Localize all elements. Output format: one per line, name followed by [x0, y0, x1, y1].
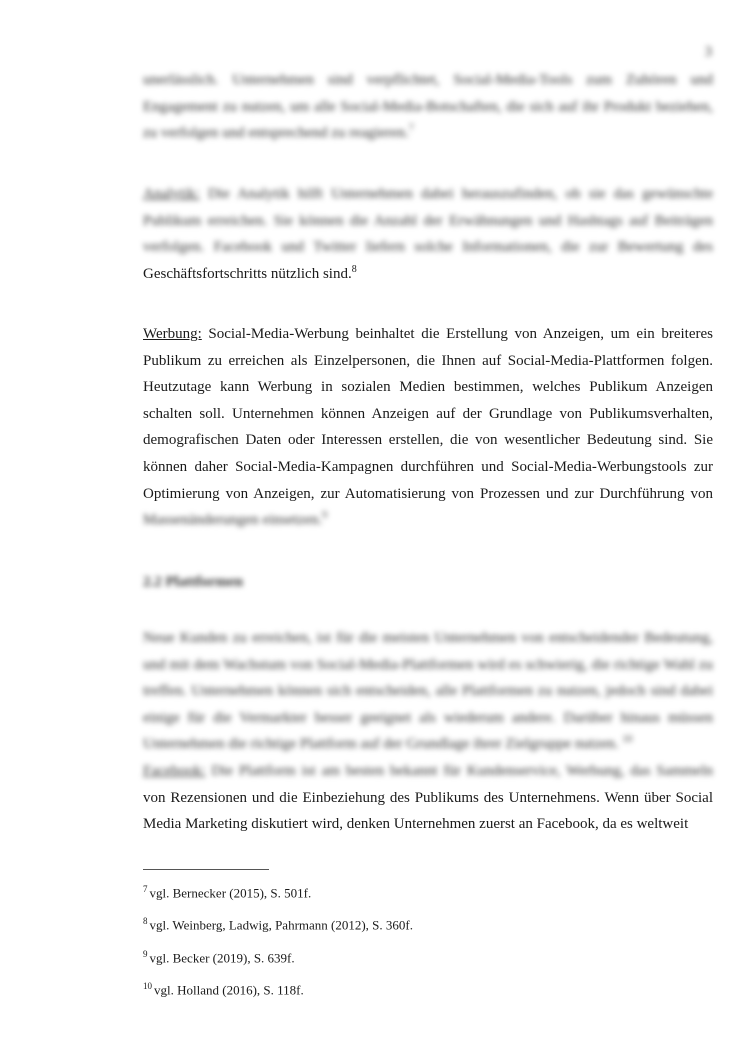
blurred-text: Massenänderungen einsetzen.	[143, 512, 323, 529]
paragraph-analytik	[143, 181, 713, 287]
footnote-list	[143, 875, 703, 1004]
footnote-ref: 9	[322, 510, 328, 522]
footnote-separator	[143, 869, 269, 870]
footnote-ref: 10	[622, 734, 633, 746]
footnote-number: 9	[143, 948, 148, 959]
visible-text: Social-Media-Werbung beinhaltet die Erstellung von Anzeigen, um ein breiteres Publikum zu erreichen als Einzelpersonen, die Ihnen auf Social-Media-Plattformen folgen. Heutzutage kann Werbung in sozialen Medien bestimmen, welches Publikum Anzeigen schalten soll. Unternehmen können Anzeigen auf der Grundlage von Publikumsverhalten, demografischen Daten oder Interessen erstellen, die von wesentlicher Bedeutung sind. Sie können daher Social-Media-Kampagnen durchführen und Social-Media-Werbungstools zur Optimierung von Anzeigen, zur Automatisierung von Prozessen und zur Durchführung von	[143, 326, 713, 502]
footnote-item	[143, 875, 703, 907]
footnote-number: 7	[143, 884, 148, 894]
footnote-ref: 7	[408, 123, 414, 135]
section-label: Facebook:	[143, 762, 206, 779]
paragraph-werbung	[143, 321, 713, 534]
blurred-text: Die Plattform ist am besten bekannt für Kundenservice, Werbung, das Sammeln	[205, 762, 713, 779]
visible-text: von Rezensionen und die Einbeziehung des Publikums des Unternehmens. Wenn über Social Media Marketing diskutiert wird, denken Unternehmen zuerst an Facebook, da es weltweit	[143, 789, 713, 833]
footnote-number: 8	[143, 916, 148, 927]
section-heading: 2.2 Plattformen	[143, 574, 243, 590]
footnote-item	[143, 940, 703, 972]
blurred-text: unerlässlich. Unternehmen sind verpflichtet, Social-Media-Tools zum Zuhören und Engagement zu nutzen, um alle Social-Media-Botschaften, die sich auf ihr Produkt beziehen, zu verfolgen und entsprechend zu reagieren.	[143, 72, 713, 142]
footnote-item	[143, 972, 703, 1004]
footnote-text: vgl. Weinberg, Ladwig, Pahrmann (2012), S. 360f.	[149, 917, 413, 933]
footnote-ref: 8	[351, 263, 357, 275]
page-number: 3	[704, 44, 712, 60]
paragraph-intro	[143, 67, 713, 147]
footnote-item	[143, 907, 703, 939]
blurred-text: Neue Kunden zu erreichen, ist für die meisten Unternehmen von entscheidender Bedeutung, und mit dem Wachstum von Social-Media-Plattformen wird es schwierig, die richtige Wahl zu treffen. Unternehmen können sich entscheiden, alle Plattformen zu nutzen, jedoch sind dabei einige für die Vermarkter besser geeignet als wiederum andere. Darüber hinaus müssen Unternehmen die richtige Plattform auf der Grundlage ihrer Zielgruppe nutzen.	[143, 630, 713, 753]
section-label: Analytik:	[143, 186, 200, 202]
footnote-number: 10	[143, 980, 152, 991]
visible-text: Geschäftsfortschritts nützlich sind.	[143, 265, 352, 282]
section-label: Werbung:	[143, 326, 202, 342]
blurred-text: Die Analytik hilft Unternehmen dabei herauszufinden, ob sie das gewünschte Publikum erreichen. Sie können die Anzahl der Erwähnungen und Hashtags auf Beiträgen verfolgen. Facebook und Twitter liefern solche Informationen, die zur Bewertung des	[143, 186, 713, 256]
paragraph-plattformen	[143, 625, 713, 838]
footnote-text: vgl. Becker (2019), S. 639f.	[149, 949, 295, 965]
footnote-text: vgl. Holland (2016), S. 118f.	[154, 982, 304, 998]
footnote-text: vgl. Bernecker (2015), S. 501f.	[149, 885, 312, 901]
